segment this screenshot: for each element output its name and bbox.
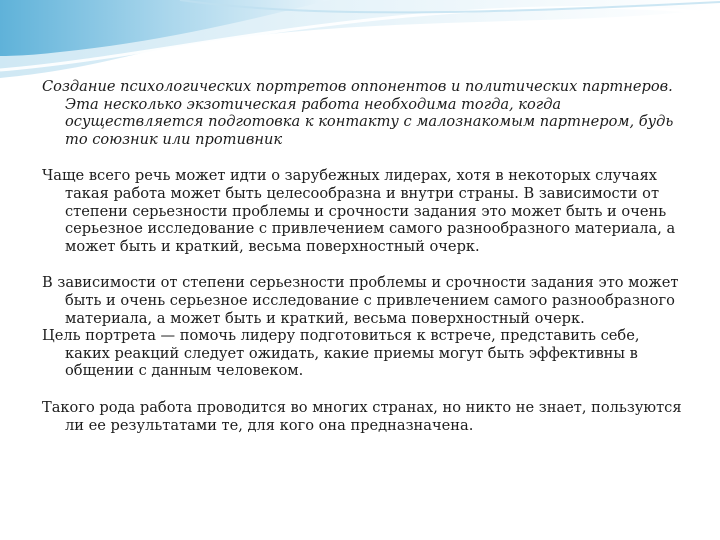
header-wave-decoration [0, 0, 720, 90]
paragraph-intro: Создание психологических портретов оппонентов и политических партнеров. Эта несколько экзотическая работа необходима тогда, когда осуществляется подготовка к контакту с малознакомым партнером, будь то союзник или противник [42, 78, 674, 148]
paragraph-foreign-leaders: Чаще всего речь может идти о зарубежных лидерах, хотя в некоторых случаях такая работа может быть целесообразна и внутри страны. В зависимости от степени серьезности проблемы и срочности задания это может быть и очень серьезное исследование с привлечением самого разнообразного материала, а может быть и краткий, весьма поверхностный очерк. [42, 167, 676, 255]
paragraph-depth: В зависимости от степени серьезности проблемы и срочности задания это может быть и очень серьезное исследование с привлечением самого разнообразного материала, а может быть и краткий, весьма поверхностный очерк. [42, 274, 679, 327]
paragraph-goal: Цель портрета — помочь лидеру подготовиться к встрече, представить себе, каких реакций следует ожидать, какие приемы могут быть эффективны в общении с данным человеком. [42, 327, 640, 380]
paragraph-conclusion: Такого рода работа проводится во многих странах, но никто не знает, пользуются ли ее результатами те, для кого она предназначена. [42, 398, 682, 434]
slide-body [42, 78, 682, 434]
